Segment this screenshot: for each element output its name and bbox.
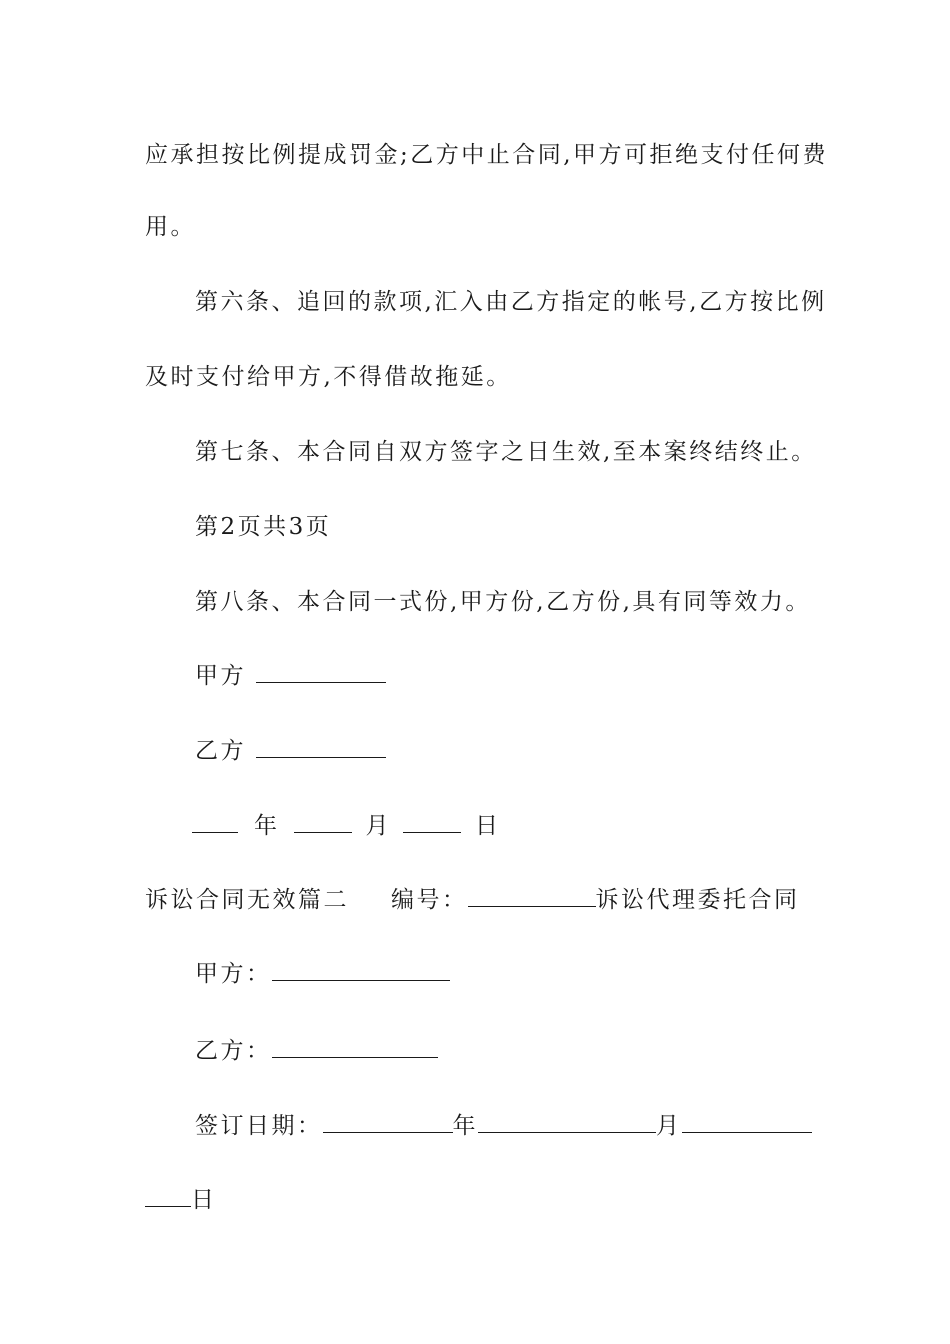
sign-day-label: 日: [191, 1187, 217, 1213]
article-7: 第七条、本合同自双方签字之日生效,至本案终结终止。: [195, 439, 817, 465]
section-2-header-row: [145, 884, 800, 915]
party-a-signature-row: [195, 660, 386, 691]
contract-number-blank: [468, 884, 596, 907]
signature-date-row: [192, 810, 501, 841]
sign-year-label: 年: [452, 1113, 478, 1139]
sign-day-blank-part1: [682, 1110, 812, 1133]
year-blank: [192, 810, 238, 833]
party-a-label: 甲方: [195, 663, 246, 689]
month-blank: [294, 810, 352, 833]
section-2-title: 诉讼合同无效篇二: [145, 887, 349, 913]
sign-month-blank: [478, 1110, 656, 1133]
contract-number-label: 编号：: [391, 887, 468, 913]
article-6-line: 第六条、追回的款项,汇入由乙方指定的帐号,乙方按比例: [195, 289, 827, 315]
sign-day-blank-part2: [145, 1184, 191, 1207]
section-2-party-b-label: 乙方：: [195, 1038, 272, 1064]
section-2-party-b-row: [195, 1035, 438, 1066]
section-2-party-a-row: [195, 958, 450, 989]
month-label: 月: [365, 813, 391, 839]
party-b-blank: [256, 735, 386, 758]
day-label: 日: [475, 813, 501, 839]
sign-month-label: 月: [656, 1113, 682, 1139]
section-2-party-b-blank: [272, 1035, 438, 1058]
party-b-label: 乙方: [195, 738, 246, 764]
paragraph-line: 应承担按比例提成罚金;乙方中止合同,甲方可拒绝支付任何费: [145, 142, 829, 168]
contract-name: 诉讼代理委托合同: [595, 887, 800, 913]
party-b-signature-row: [195, 735, 386, 766]
party-a-blank: [256, 660, 386, 683]
sign-year-blank: [323, 1110, 453, 1133]
day-blank: [403, 810, 461, 833]
paragraph-line: 用。: [145, 214, 196, 240]
section-2-party-a-label: 甲方：: [195, 961, 272, 987]
section-2-party-a-blank: [272, 958, 450, 981]
sign-date-label: 签订日期：: [195, 1113, 323, 1139]
sign-date-row: [195, 1110, 812, 1141]
article-8: 第八条、本合同一式份,甲方份,乙方份,具有同等效力。: [195, 589, 811, 615]
sign-day-row: [145, 1184, 217, 1215]
page-number-note: 第2页共3页: [195, 514, 332, 540]
article-6-line: 及时支付给甲方,不得借故拖延。: [145, 364, 512, 390]
year-label: 年: [254, 813, 280, 839]
